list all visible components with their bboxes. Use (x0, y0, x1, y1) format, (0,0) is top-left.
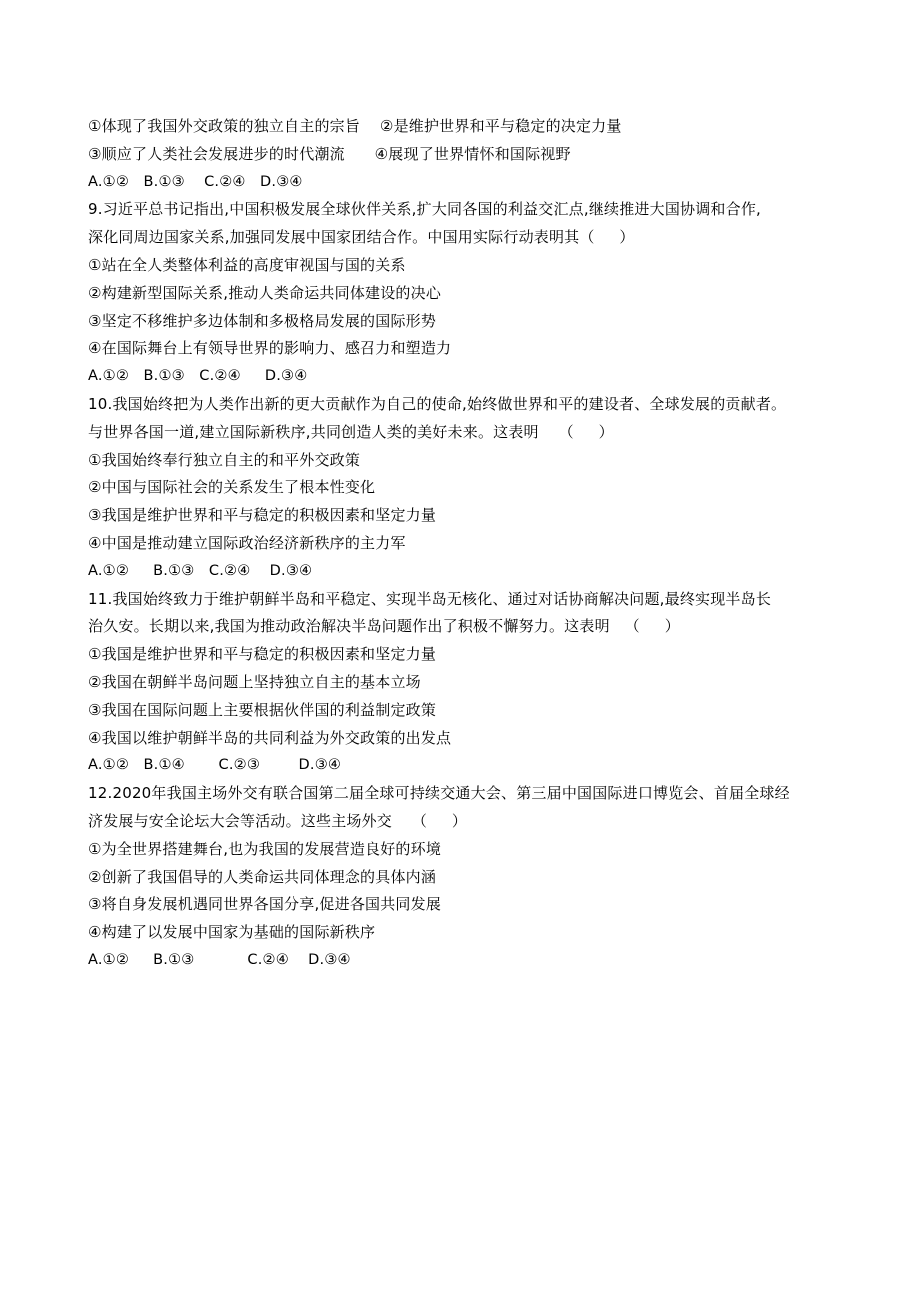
question-11-stem: 治久安。长期以来,我国为推动政治解决半岛问题作出了积极不懈努力。这表明 （ ） (88, 617, 680, 636)
statement-line: ①我国始终奉行独立自主的和平外交政策 (88, 450, 361, 469)
statement-line: ③顺应了人类社会发展进步的时代潮流 ④展现了世界情怀和国际视野 (88, 144, 571, 163)
statement-line: ④我国以维护朝鲜半岛的共同利益为外交政策的出发点 (88, 728, 452, 747)
question-12-stem: 济发展与安全论坛大会等活动。这些主场外交 （ ） (88, 811, 468, 830)
question-9-stem: 9.习近平总书记指出,中国积极发展全球伙伴关系,扩大同各国的利益交汇点,继续推进大国协调和合作, (88, 200, 761, 219)
statement-line: ①为全世界搭建舞台,也为我国的发展营造良好的环境 (88, 839, 442, 858)
answer-options: A.①② B.①③ C.②④ D.③④ (88, 368, 308, 385)
statement-line: ④在国际舞台上有领导世界的影响力、感召力和塑造力 (88, 339, 452, 358)
statement-line: ④构建了以发展中国家为基础的国际新秩序 (88, 923, 376, 942)
statement-line: ③将自身发展机遇同世界各国分享,促进各国共同发展 (88, 895, 442, 914)
statement-line: ③坚定不移维护多边体制和多极格局发展的国际形势 (88, 311, 437, 330)
answer-options: A.①② B.①③ C.②④ D.③④ (88, 951, 351, 968)
answer-options: A.①② B.①③ C.②④ D.③④ (88, 173, 303, 190)
statement-line: ②我国在朝鲜半岛问题上坚持独立自主的基本立场 (88, 672, 421, 691)
statement-line: ③我国是维护世界和平与稳定的积极因素和坚定力量 (88, 506, 437, 525)
answer-options: A.①② B.①④ C.②③ D.③④ (88, 757, 342, 774)
statement-line: ④中国是推动建立国际政治经济新秩序的主力军 (88, 533, 406, 552)
statement-line: ③我国在国际问题上主要根据伙伴国的利益制定政策 (88, 700, 437, 719)
question-10-stem: 10.我国始终把为人类作出新的更大贡献作为自己的使命,始终做世界和平的建设者、全球发展的贡献者。 (88, 394, 787, 413)
question-10-stem: 与世界各国一道,建立国际新秩序,共同创造人类的美好未来。这表明 （ ） (88, 422, 614, 441)
statement-line: ①我国是维护世界和平与稳定的积极因素和坚定力量 (88, 645, 437, 664)
answer-options: A.①② B.①③ C.②④ D.③④ (88, 562, 313, 579)
statement-line: ①站在全人类整体利益的高度审视国与国的关系 (88, 255, 406, 274)
statement-line: ①体现了我国外交政策的独立自主的宗旨 ②是维护世界和平与稳定的决定力量 (88, 117, 622, 135)
statement-line: ②中国与国际社会的关系发生了根本性变化 (88, 478, 376, 497)
statement-line: ②构建新型国际关系,推动人类命运共同体建设的决心 (88, 283, 442, 302)
question-12-stem: 12.2020年我国主场外交有联合国第二届全球可持续交通大会、第三届中国国际进口博览会、首届全球经 (88, 784, 790, 803)
question-content (88, 113, 848, 975)
statement-line: ②创新了我国倡导的人类命运共同体理念的具体内涵 (88, 867, 437, 886)
question-9-stem: 深化同周边国家关系,加强同发展中国家团结合作。中国用实际行动表明其（ ） (88, 228, 635, 247)
question-11-stem: 11.我国始终致力于维护朝鲜半岛和平稳定、实现半岛无核化、通过对话协商解决问题,最终实现半岛长 (88, 589, 772, 608)
